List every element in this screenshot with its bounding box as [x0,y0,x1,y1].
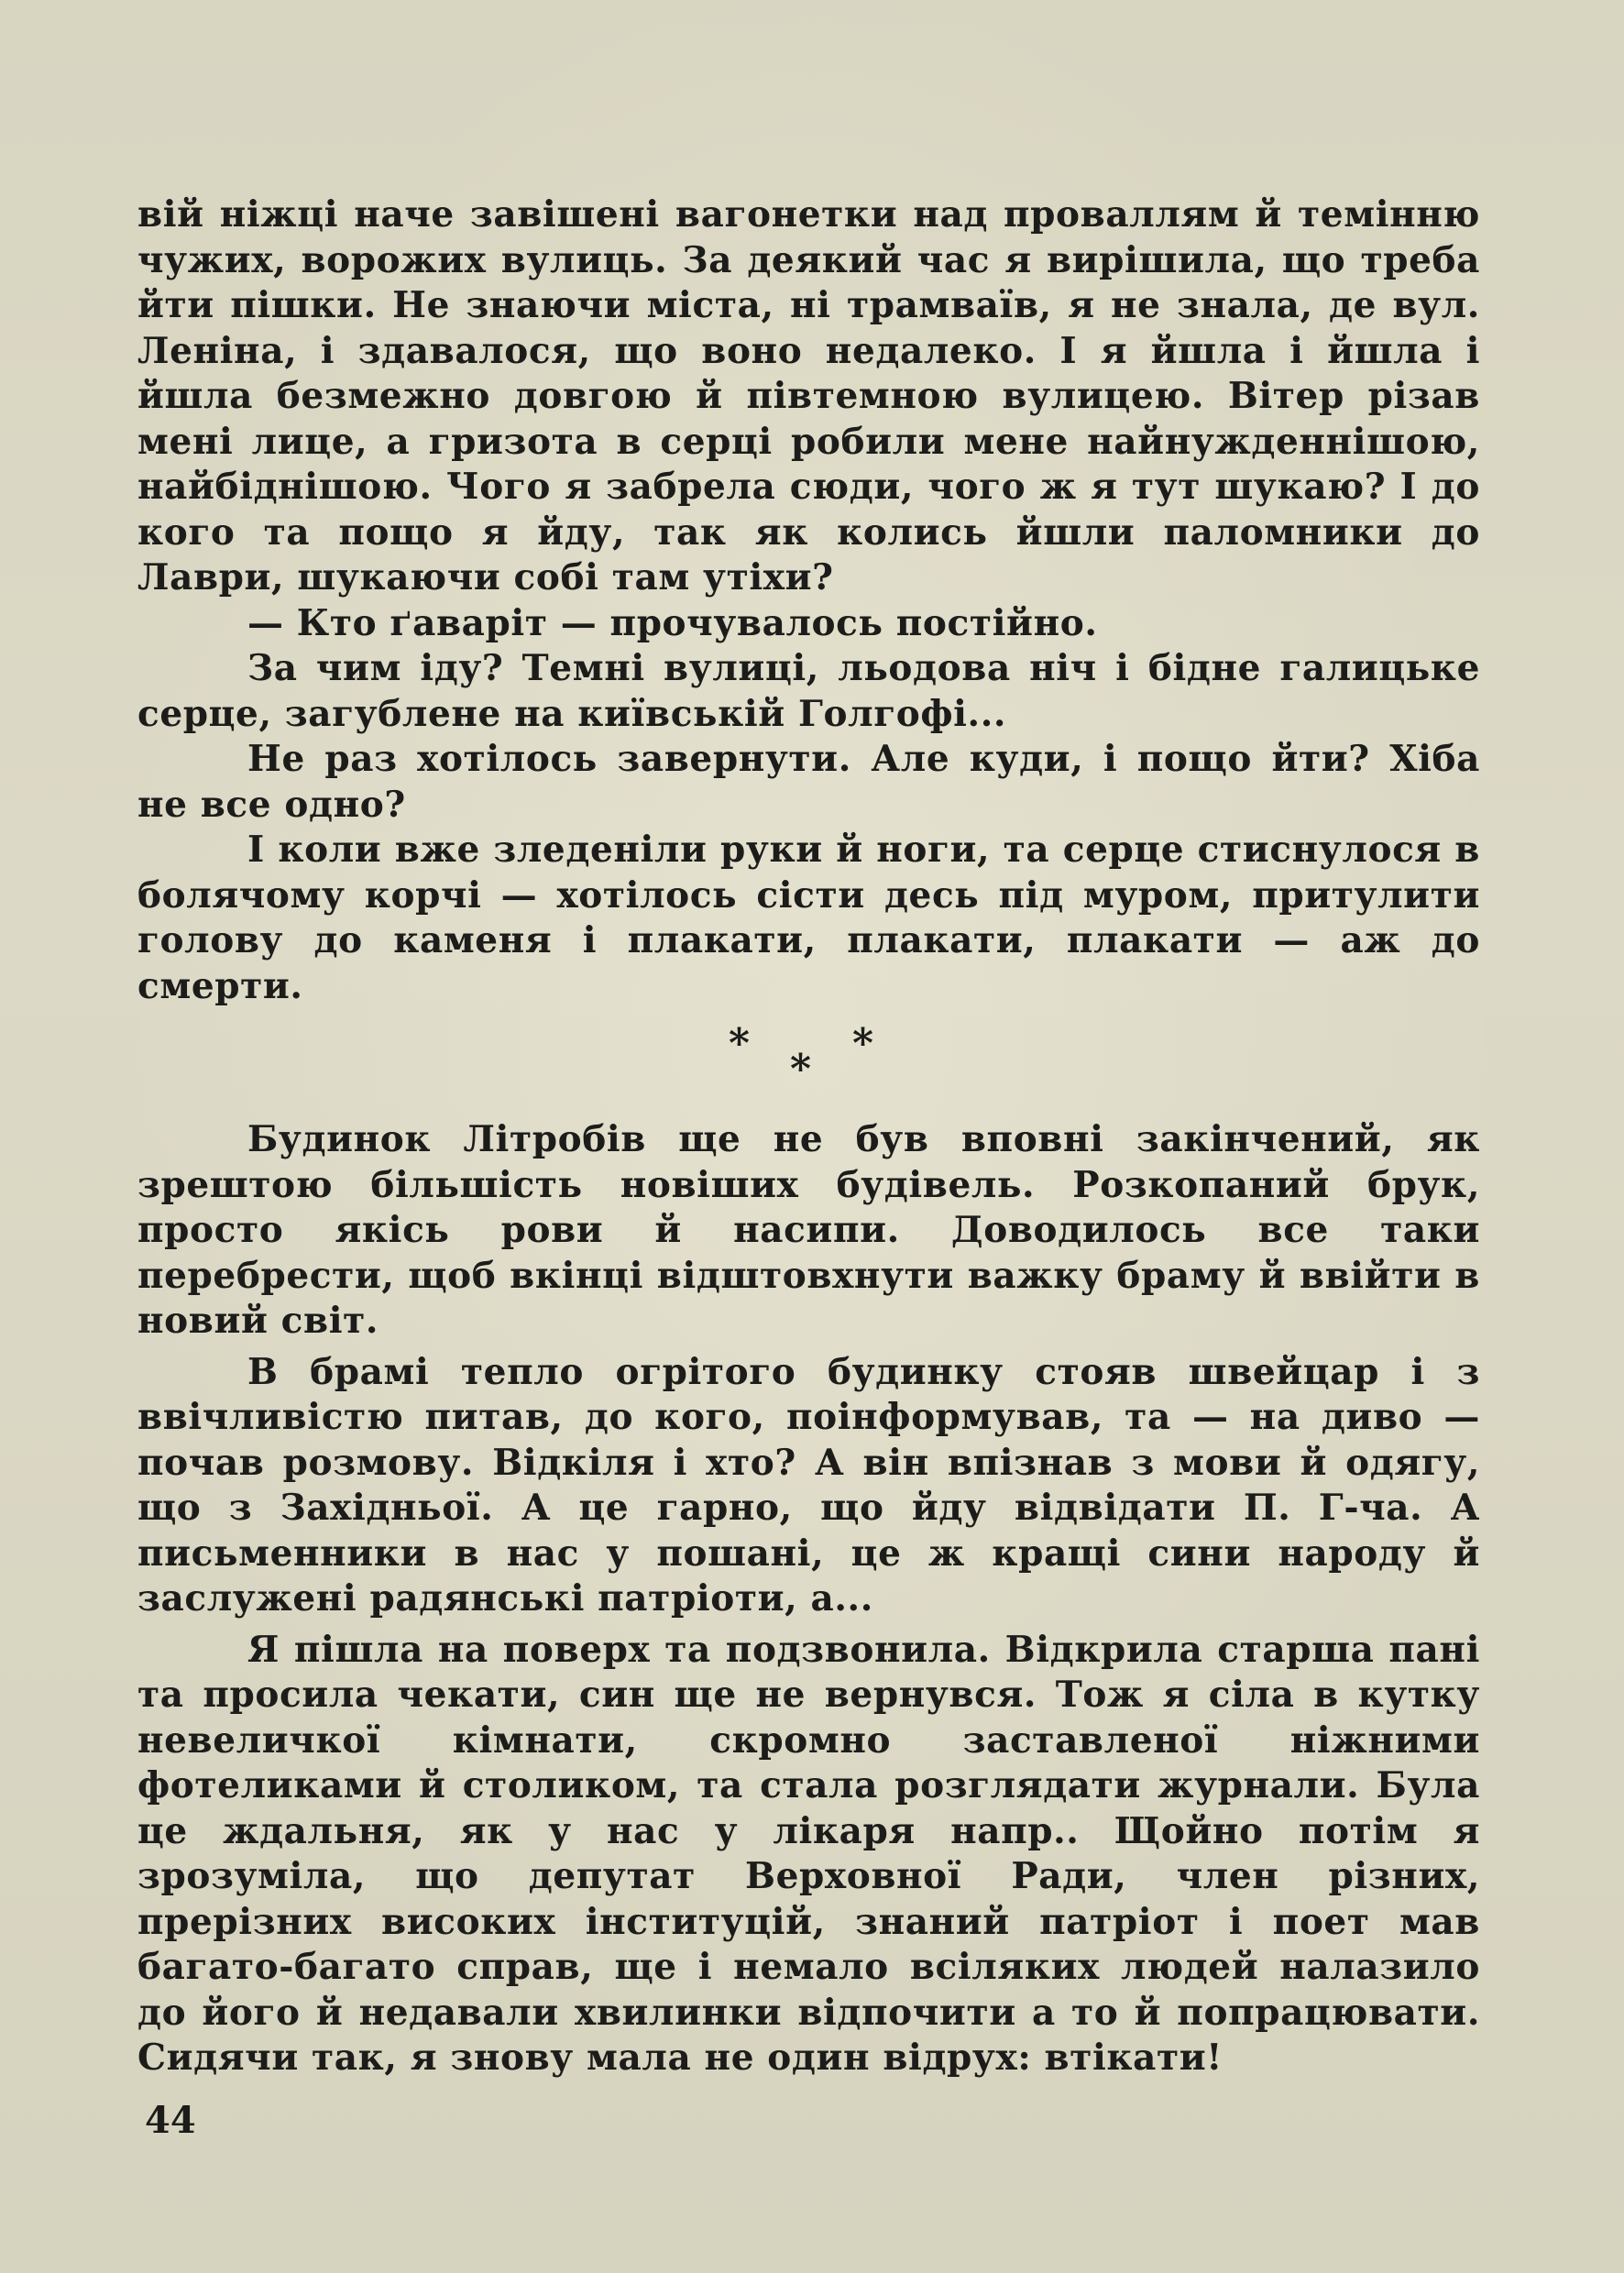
separator-star-left: * [729,1020,751,1067]
paragraph-3: За чим іду? Темні вулиці, льодова ніч і бідне галицьке серце, загублене на київській Голгофі... [137,647,1480,735]
paragraph-6: Будинок Літробів ще не був вповні закінчений, як зрештою більшість новіших будівель. Розкопаний брук, просто якісь рови й насипи. Доводилось все таки перебрести, щоб вкінці відштовхнути важку браму й ввійти в новий світ. [137,1118,1480,1342]
section-separator [137,1009,1480,1117]
paragraph-8: Я пішла на поверх та подзвонила. Відкрила старша пані та просила чекати, син ще не вернувся. Тож я сіла в кутку невеличкої кімнати, скромно заставленої ніжними фотеликами й столиком, та стала розглядати журнали. Була це ждальня, як у нас у лікаря напр.. Щойно потім я зрозуміла, що депутат Верховної Ради, член різних, прерізних високих інституцій, знаний патріот і поет мав багато-багато справ, ще і немало всіляких людей налазило до його й недавали хвилинки відпочити а то й попрацювати. Сидячи так, я знову мала не один відрух: втікати! [137,1628,1480,2079]
separator-star-center: * [790,1046,812,1093]
paragraph-5: І коли вже зледеніли руки й ноги, та серце стиснулося в болячому корчі — хотілось сісти десь під муром, притулити голову до каменя і плакати, плакати, плакати — аж до смерти. [137,829,1480,1007]
paragraph-2: — Кто ґаваріт — прочувалось постійно. [247,601,1098,644]
separator-star-right: * [852,1020,874,1067]
paragraph-1: вій ніжці наче завішені вагонетки над проваллям й темінню чужих, ворожих вулиць. За деякий час я вирішила, що треба йти пішки. Не знаючи міста, ні трамваїв, я не знала, де вул. Леніна, і здавалося, що воно недалеко. І я йшла і йшла і йшла безмежно довгою й півтемною вулицею. Вітер різав мені лице, а гризота в серці робили мене найнужденнішою, найбіднішою. Чого я забрела сюди, чого ж я тут шукаю? І до кого та пощо я йду, так як колись йшли паломники до Лаври, шукаючи собі там утіхи? [137,193,1480,598]
page-text [137,192,1480,2081]
paragraph-7: В брамі тепло огрітого будинку стояв швейцар і з ввічливістю питав, до кого, поінформував, та — на диво — почав розмову. Відкіля і хто? А він впізнав з мови й одягу, що з Західньої. А це гарно, що йду відвідати П. Г-ча. А письменники в нас у пошані, це ж кращі сини народу й заслужені радянські патріоти, а... [137,1350,1480,1620]
page-number: 44 [145,2099,196,2142]
paragraph-4: Не раз хотілось завернути. Але куди, і пощо йти? Хіба не все одно? [137,738,1480,826]
